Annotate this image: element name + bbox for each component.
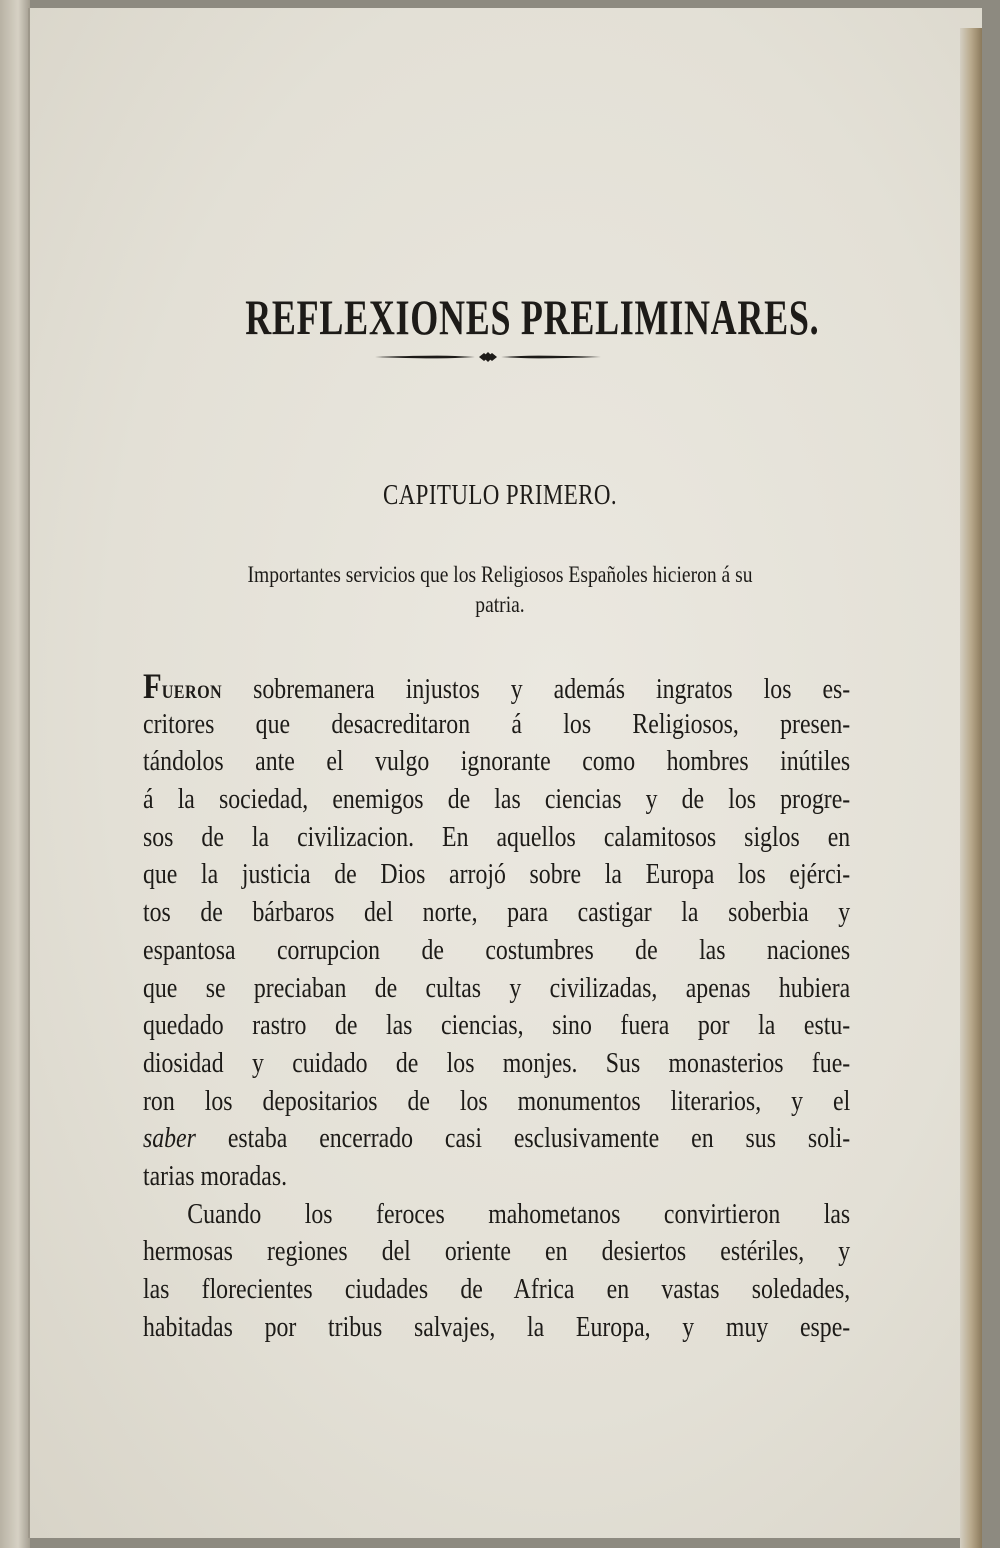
subtitle-line: Importantes servicios que los Religiosos Españoles hicieron á su [247, 562, 753, 587]
text-line: hermosas regiones del oriente en desiertos estériles, y [143, 1236, 851, 1268]
chapter-subtitle [110, 560, 890, 620]
text-line: quedado rastro de las ciencias, sino fuera por la estu- [143, 1010, 851, 1042]
small-caps-word: UERON [161, 682, 223, 703]
drop-initial: F [143, 666, 162, 706]
text-line: las florecientes ciudades de Africa en vastas soledades, [143, 1274, 851, 1305]
text-line: que se preciaban de cultas y civilizadas, apenas hubiera [143, 972, 851, 1004]
ornament-divider-icon [375, 350, 601, 364]
text-line: diosidad y cuidado de los monjes. Sus monasterios fue- [143, 1047, 851, 1079]
text-line: habitadas por tribus salvajes, la Europa, y muy espe- [143, 1311, 851, 1343]
text-line [143, 668, 850, 706]
text-line: tándolos ante el vulgo ignorante como hombres inútiles [143, 746, 851, 778]
subtitle-line: patria. [475, 592, 525, 617]
page-fore-edge [960, 28, 982, 1548]
text-line: á la sociedad, enemigos de las ciencias y de los progre- [143, 784, 851, 816]
text-line: sos de la civilizacion. En aquellos calamitosos siglos en [143, 821, 851, 853]
chapter-heading: CAPITULO PRIMERO. [382, 480, 618, 511]
text-line: ron los depositarios de los monumentos literarios, y el [143, 1085, 851, 1117]
text-line: tarias moradas. [143, 1160, 288, 1192]
text-fragment: sobremanera injustos y además ingratos los es- [222, 674, 851, 705]
text-fragment: estaba encerrado casi esclusivamente en sus soli- [195, 1123, 851, 1155]
text-line: que la justicia de Dios arrojó sobre la Europa los ejérci- [143, 859, 851, 891]
book-spine-edge [0, 0, 30, 1548]
text-line: critores que desacreditaron á los Religiosos, presen- [143, 708, 851, 740]
text-line [143, 1120, 850, 1158]
text-line: Cuando los feroces mahometanos convirtieron las [187, 1198, 851, 1230]
italic-word: saber [143, 1123, 196, 1155]
page-title: REFLEXIONES PRELIMINARES. [245, 289, 820, 345]
text-line: espantosa corrupcion de costumbres de las naciones [143, 934, 851, 966]
body-text [143, 668, 850, 1346]
text-line: tos de bárbaros del norte, para castigar la soberbia y [143, 897, 851, 929]
